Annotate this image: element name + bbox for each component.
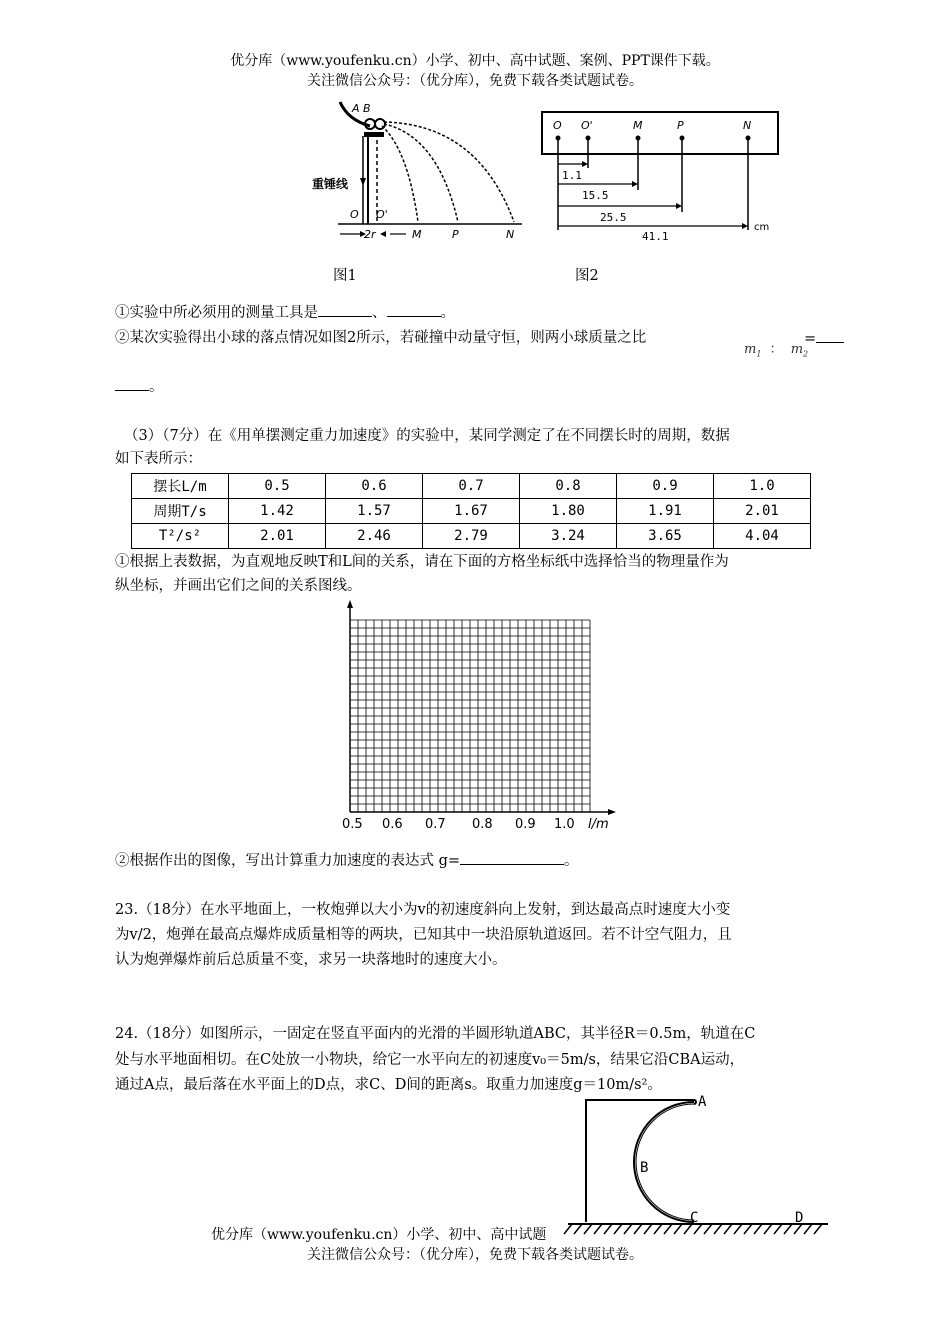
q23-line-1: 23.（18分）在水平地面上，一枚炮弹以大小为v的初速度斜向上发射，到达最高点时速度大小变 <box>115 902 731 918</box>
table-cell: 0.7 <box>423 474 520 499</box>
unit-label: cm <box>754 222 770 233</box>
x-tick-label: 1.0 <box>554 817 575 832</box>
q2-item-2: ②某次实验得出小球的落点情况如图2所示，若碰撞中动量守恒，则两小球质量之比 <box>115 330 647 346</box>
table-cell: 0.8 <box>520 474 617 499</box>
table-cell: 2.79 <box>423 524 520 549</box>
mass-ratio: $m_1$ ： $m_2$ <box>744 342 809 359</box>
mass-ratio-eq: = <box>804 328 844 349</box>
label-m: M <box>412 228 422 241</box>
q2-item-1: ①实验中所必须用的测量工具是 、 。 <box>115 302 455 323</box>
table-row <box>132 499 811 524</box>
table-cell: 1.42 <box>229 499 326 524</box>
label-o-prime: O' <box>376 208 388 221</box>
answer-blank-tool-2[interactable] <box>387 302 441 317</box>
answer-blank-g[interactable] <box>460 850 564 865</box>
x-tick-label: 0.8 <box>472 817 493 832</box>
answer-blank-ratio-cont: 。 <box>115 376 164 397</box>
label-d: D <box>795 1210 804 1226</box>
q24-line-2: 处与水平地面相切。在C处放一小物块，给它一水平向左的初速度v₀＝5m/s，结果它沿CBA运动， <box>115 1052 745 1068</box>
dist-label-1: 1.1 <box>562 169 582 182</box>
answer-blank-tool-1[interactable] <box>318 302 372 317</box>
figure-2-diagram <box>538 108 788 246</box>
table-cell: 0.5 <box>229 474 326 499</box>
table-cell: 2.01 <box>229 524 326 549</box>
label-o-prime: O' <box>581 119 593 132</box>
label-o: O <box>553 119 562 132</box>
q24-line-1: 24.（18分）如图所示，一固定在竖直平面内的光滑的半圆形轨道ABC，其半径R＝0.5m，轨道在C <box>115 1026 756 1042</box>
pendulum-data-table <box>131 473 811 549</box>
answer-blank-ratio-2[interactable] <box>115 376 149 391</box>
row-label: T²/s² <box>132 524 229 549</box>
table-cell: 1.0 <box>714 474 811 499</box>
x-tick-label: 0.9 <box>515 817 536 832</box>
q3-item-1b: 纵坐标，并画出它们之间的关系图线。 <box>115 578 362 594</box>
table-cell: 1.91 <box>617 499 714 524</box>
label-a: A <box>698 1094 707 1110</box>
x-axis-arrow <box>608 809 616 815</box>
figure-1-caption: 图1 <box>333 268 357 284</box>
trajectory-n <box>384 122 514 222</box>
label-p: P <box>452 228 459 241</box>
q3-item-2: ②根据作出的图像，写出计算重力加速度的表达式 g= 。 <box>115 850 579 871</box>
dist-label-2: 15.5 <box>582 189 609 202</box>
label-plumb-line: 重锤线 <box>312 177 349 191</box>
row-label: 周期T/s <box>132 499 229 524</box>
table-cell: 3.24 <box>520 524 617 549</box>
label-p: P <box>677 119 684 132</box>
q23-line-2: 为v/2，炮弹在最高点爆炸成质量相等的两块，已知其中一块沿原轨道返回。若不计空气阻力，且 <box>115 927 732 943</box>
header-line-1: 优分库（www.youfenku.cn）小学、初中、高中试题、案例、PPT课件下载。 <box>230 53 720 69</box>
dist-label-4: 41.1 <box>642 230 669 243</box>
table-cell: 3.65 <box>617 524 714 549</box>
footer-line-2: 关注微信公众号：（优分库），免费下载各类试题试卷。 <box>307 1247 643 1263</box>
table-cell: 4.04 <box>714 524 811 549</box>
table-cell: 1.80 <box>520 499 617 524</box>
label-ab: A B <box>352 102 371 115</box>
table-cell: 2.46 <box>326 524 423 549</box>
semicircle-track-figure <box>568 1090 838 1240</box>
label-2r: 2r <box>364 228 376 241</box>
grid-lines <box>350 620 590 812</box>
row-label: 摆长L/m <box>132 474 229 499</box>
q3-intro-1: （3）（7分）在《用单摆测定重力加速度》的实验中，某同学测定了在不同摆长时的周期，数据 <box>124 428 730 444</box>
table-cell: 1.67 <box>423 499 520 524</box>
footer-line-1: 优分库（www.youfenku.cn）小学、初中、高中试题 <box>211 1227 547 1243</box>
label-b: B <box>640 1160 649 1176</box>
table-cell: 2.01 <box>714 499 811 524</box>
label-n: N <box>506 228 515 241</box>
label-m: M <box>633 119 643 132</box>
header-line-2: 关注微信公众号：（优分库），免费下载各类试题试卷。 <box>307 73 643 89</box>
label-n: N <box>743 119 752 132</box>
label-o: O <box>350 208 359 221</box>
q3-intro-2: 如下表所示： <box>115 451 202 467</box>
dist-label-3: 25.5 <box>600 211 627 224</box>
y-axis-arrow <box>347 600 353 608</box>
table-cell: 0.6 <box>326 474 423 499</box>
graph-paper[interactable] <box>330 598 620 838</box>
table-cell: 1.57 <box>326 499 423 524</box>
q23-line-3: 认为炮弹爆炸前后总质量不变，求另一块落地时的速度大小。 <box>115 952 507 968</box>
answer-blank-ratio[interactable] <box>816 328 844 343</box>
table-row <box>132 524 811 549</box>
q24-line-3: 通过A点，最后落在水平面上的D点，求C、D间的距离s。取重力加速度g＝10m/s²。 <box>115 1077 662 1093</box>
x-tick-label: 0.6 <box>382 817 403 832</box>
x-tick-label: 0.7 <box>425 817 446 832</box>
figure-1-diagram <box>312 100 528 250</box>
figure-2-caption: 图2 <box>575 268 599 284</box>
x-axis-label: l/m <box>588 817 609 832</box>
table-cell: 0.9 <box>617 474 714 499</box>
footer <box>0 1224 950 1268</box>
trajectory-p <box>384 124 458 222</box>
q3-item-1a: ①根据上表数据，为直观地反映T和L间的关系，请在下面的方格坐标纸中选择恰当的物理量作为 <box>115 554 729 570</box>
x-tick-label: 0.5 <box>342 817 363 832</box>
table-row <box>132 474 811 499</box>
label-c: C <box>690 1210 699 1226</box>
